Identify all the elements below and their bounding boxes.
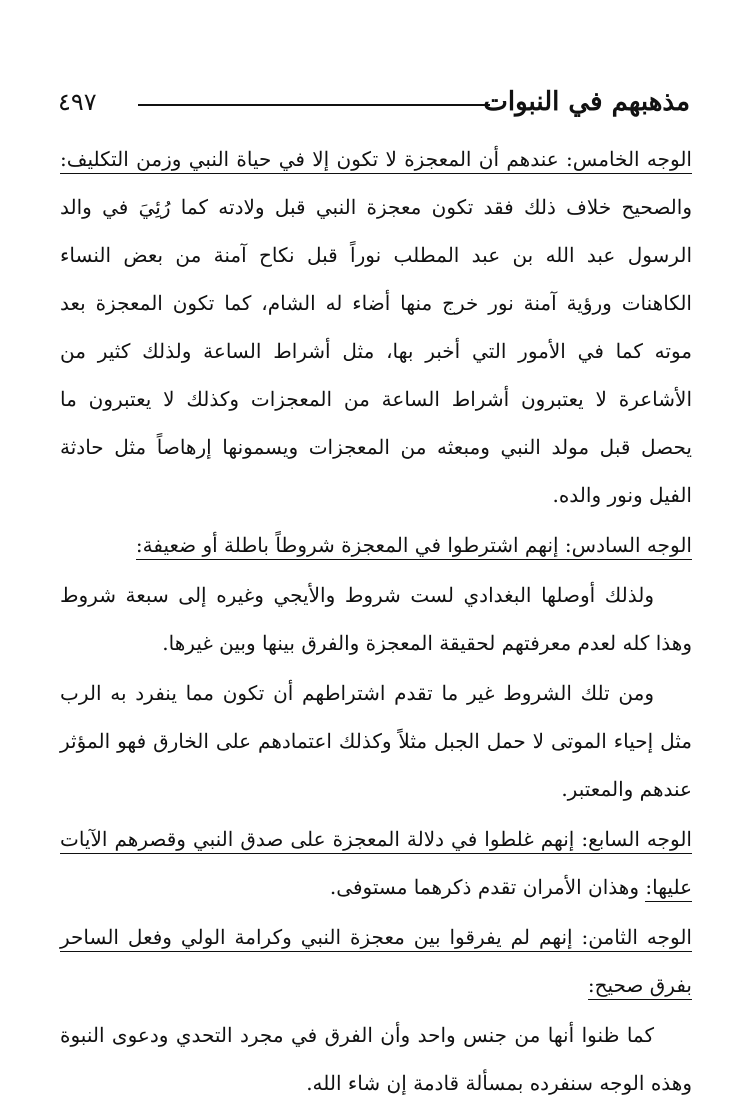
paragraph-sixth-aspect (60, 521, 692, 569)
section-label: الوجه السادس: إنهم اشترطوا في المعجزة شروطاً باطلة أو ضعيفة: (136, 533, 692, 560)
paragraph-text: ومن تلك الشروط غير ما تقدم اشتراطهم أن تكون مما ينفرد به الرب مثل إحياء الموتى لا حمل الجبل مثلاً وكذلك اعتمادهم على الخارق فهو المؤثر عندهم والمعتبر. (60, 681, 692, 801)
paragraph-text: والصحيح خلاف ذلك فقد تكون معجزة النبي قبل ولادته كما رُئِيَ في والد الرسول عبد الله بن عبد المطلب نوراً قبل نكاح آمنة من بعض النساء الكاهنات ورؤية آمنة نور خرج منها أضاء له الشام، كما تكون المعجزة بعد موته كما في الأمور التي أخبر بها، مثل أشراط الساعة ولذلك كثير من الأشاعرة لا يعتبرون أشراط الساعة من المعجزات وكذلك لا يعتبرون ما يحصل قبل مولد النبي ومبعثه من المعجزات ويسمونها إرهاصاً مثل حادثة الفيل ونور والده. (60, 195, 693, 507)
section-label: الوجه الخامس: عندهم أن المعجزة لا تكون إلا في حياة النبي وزمن التكليف: (60, 147, 692, 174)
paragraph-text: وهذان الأمران تقدم ذكرهما مستوفى. (329, 875, 646, 899)
section-label: الوجه السابع: إنهم غلطوا في دلالة المعجزة على صدق النبي وقصرهم الآيات عليها: (60, 827, 692, 902)
paragraph-fifth-aspect (60, 135, 692, 519)
page-number: ٤٩٧ (58, 88, 97, 116)
running-title: مذهبهم في النبوات (483, 87, 690, 117)
header-rule (138, 104, 490, 106)
paragraph-eighth-aspect (60, 913, 692, 1009)
section-label: الوجه الثامن: إنهم لم يفرقوا بين معجزة النبي وكرامة الولي وفعل الساحر بفرق صحيح: (60, 925, 692, 1000)
paragraph-text: ولذلك أوصلها البغدادي لست شروط والأيجي وغيره إلى سبعة شروط وهذا كله لعدم معرفتهم لحقيقة المعجزة والفرق بينها وبين غيرها. (60, 583, 692, 655)
paragraph-text: كما ظنوا أنها من جنس واحد وأن الفرق في مجرد التحدي ودعوى النبوة وهذه الوجه سنفرده بمسألة قادمة إن شاء الله. (60, 1023, 692, 1095)
body-text (60, 135, 692, 1107)
page-header (58, 82, 690, 122)
paragraph-seventh-aspect (60, 815, 692, 911)
